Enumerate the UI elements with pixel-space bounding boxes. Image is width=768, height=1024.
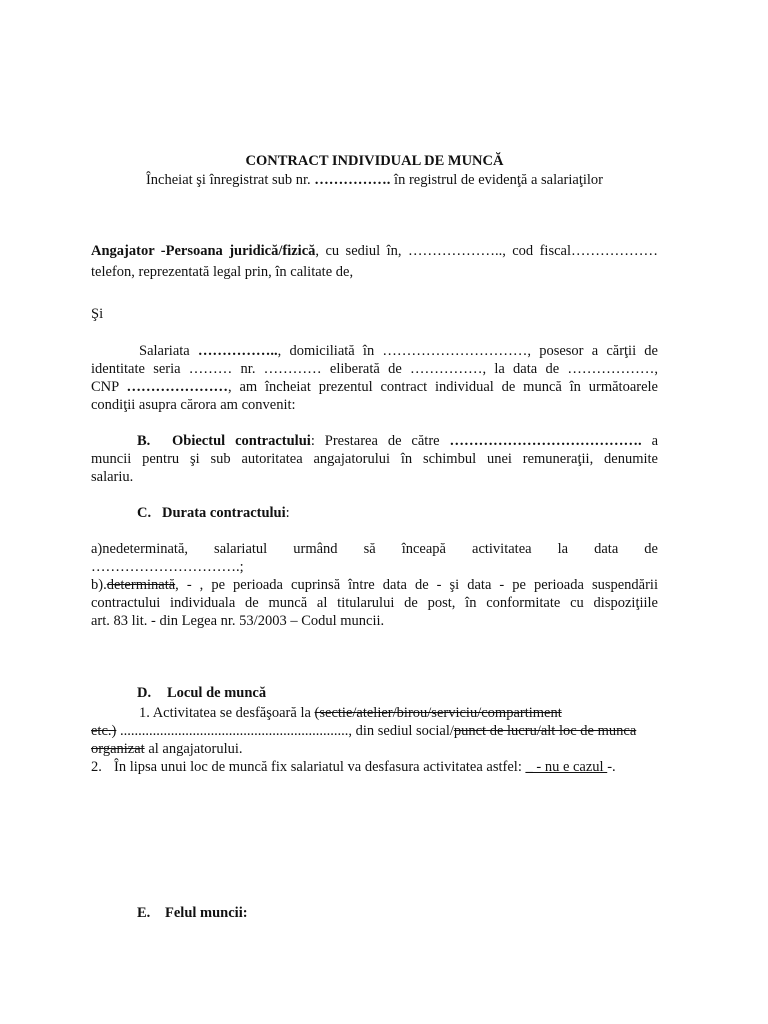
- section-c-colon: :: [285, 505, 290, 521]
- workplace-point-1-line-3: [91, 740, 658, 758]
- section-d-heading: Locul de muncă: [167, 685, 267, 701]
- section-e-heading: Felul muncii:: [165, 905, 248, 921]
- employee-line-2: identitate seria ……… nr. ………… eliberată de ……………, la data de ………………,: [91, 361, 658, 377]
- section-b-text-end: a: [641, 433, 658, 449]
- section-b-line-1: [91, 432, 658, 450]
- contract-title: CONTRACT INDIVIDUAL DE MUNCĂ: [245, 153, 504, 169]
- registration-text-end: în registrul de evidenţă a salariaţilor: [390, 172, 604, 188]
- duration-option-a-line-2: ………………………….;: [91, 559, 244, 575]
- section-e-marker: E.: [137, 905, 151, 921]
- registration-line: [91, 171, 658, 189]
- workplace-struck-options: (sectie/atelier/birou/serviciu/compartiment: [314, 705, 562, 721]
- option-b-marker: b).: [91, 577, 107, 593]
- section-d-marker: D.: [137, 685, 152, 701]
- workplace-point-2-number: 2.: [91, 759, 102, 775]
- section-b-heading: Obiectul contractului: [172, 433, 311, 449]
- employer-label: Angajator -Persoana juridică/fizică: [91, 243, 316, 259]
- employee-line-4: condiţii asupra cărora am convenit:: [91, 397, 296, 413]
- employer-line-2: telefon, reprezentată legal prin, în calitate de,: [91, 264, 354, 280]
- duration-option-b-line-1: [91, 576, 658, 594]
- duration-option-b-line-3: art. 83 lit. - din Legea nr. 53/2003 – Codul muncii.: [91, 613, 385, 629]
- duration-option-b-line-2: contractului individuala de muncă al titularului de post, în conformitate cu dispoziţiile: [91, 595, 658, 611]
- employee-name-blank: ……………..: [197, 343, 278, 359]
- section-b-blank: ………………………………….: [449, 433, 642, 449]
- registration-text: Încheiat şi înregistrat sub nr.: [145, 172, 315, 188]
- workplace-point-1-text: 1. Activitatea se desfăşoară la: [139, 705, 315, 721]
- section-c-heading-line: [91, 504, 658, 522]
- registration-number-blank: …………….: [314, 172, 391, 188]
- employer-line-1: [91, 242, 658, 260]
- workplace-point-2-end: -.: [607, 759, 616, 775]
- employer-details: , cu sediul în, ……………….., cod fiscal………………: [315, 243, 658, 259]
- section-b-text: : Prestarea de către: [310, 433, 450, 449]
- cnp-label: CNP: [91, 379, 127, 395]
- section-c-marker: C.: [137, 505, 152, 521]
- workplace-struck-location: punct de lucru/alt loc de munca: [453, 723, 637, 739]
- section-c-heading: Durata contractului: [162, 505, 286, 521]
- workplace-point-1-end: al angajatorului.: [144, 741, 243, 757]
- section-b-line-3: salariu.: [91, 469, 134, 485]
- workplace-point-2-text: În lipsa unui loc de muncă fix salariatul va desfasura activitatea astfel:: [114, 759, 526, 775]
- employee-address: , domiciliată în …………………………, posesor a cărţii de: [277, 343, 658, 359]
- workplace-point-1-line-1: [91, 704, 658, 722]
- cnp-blank: …………………: [126, 379, 228, 395]
- workplace-point-2-value: _ - nu e cazul: [525, 759, 608, 775]
- section-b-line-2: muncii pentru şi sub autoritatea angajatorului în schimbul unei remuneraţii, denumite: [91, 451, 658, 467]
- section-d-heading-line: [91, 684, 658, 702]
- duration-option-a-line-1: a)nedeterminată, salariatul urmând să înceapă activitatea la data de: [91, 541, 658, 557]
- si-conjunction: Şi: [91, 306, 104, 322]
- workplace-struck-organized: organizat: [91, 741, 145, 757]
- workplace-point-2: [91, 758, 658, 776]
- option-b-text: , - , pe perioada cuprinsă între data de - şi data - pe perioada suspendării: [175, 577, 658, 593]
- workplace-point-1-line-2: [91, 722, 658, 740]
- workplace-struck-etc: etc.): [91, 723, 117, 739]
- option-b-struck-word: determinată: [106, 577, 176, 593]
- employee-line-1: [91, 342, 658, 360]
- employee-agreement: , am încheiat prezentul contract individual de muncă în următoarele: [228, 379, 658, 395]
- workplace-blank: ..............................................................., din sediul social/: [116, 723, 454, 739]
- employee-line-3: [91, 378, 658, 396]
- employee-label: Salariata: [139, 343, 198, 359]
- section-e-heading-line: [91, 904, 658, 922]
- section-b-marker: B.: [137, 433, 151, 449]
